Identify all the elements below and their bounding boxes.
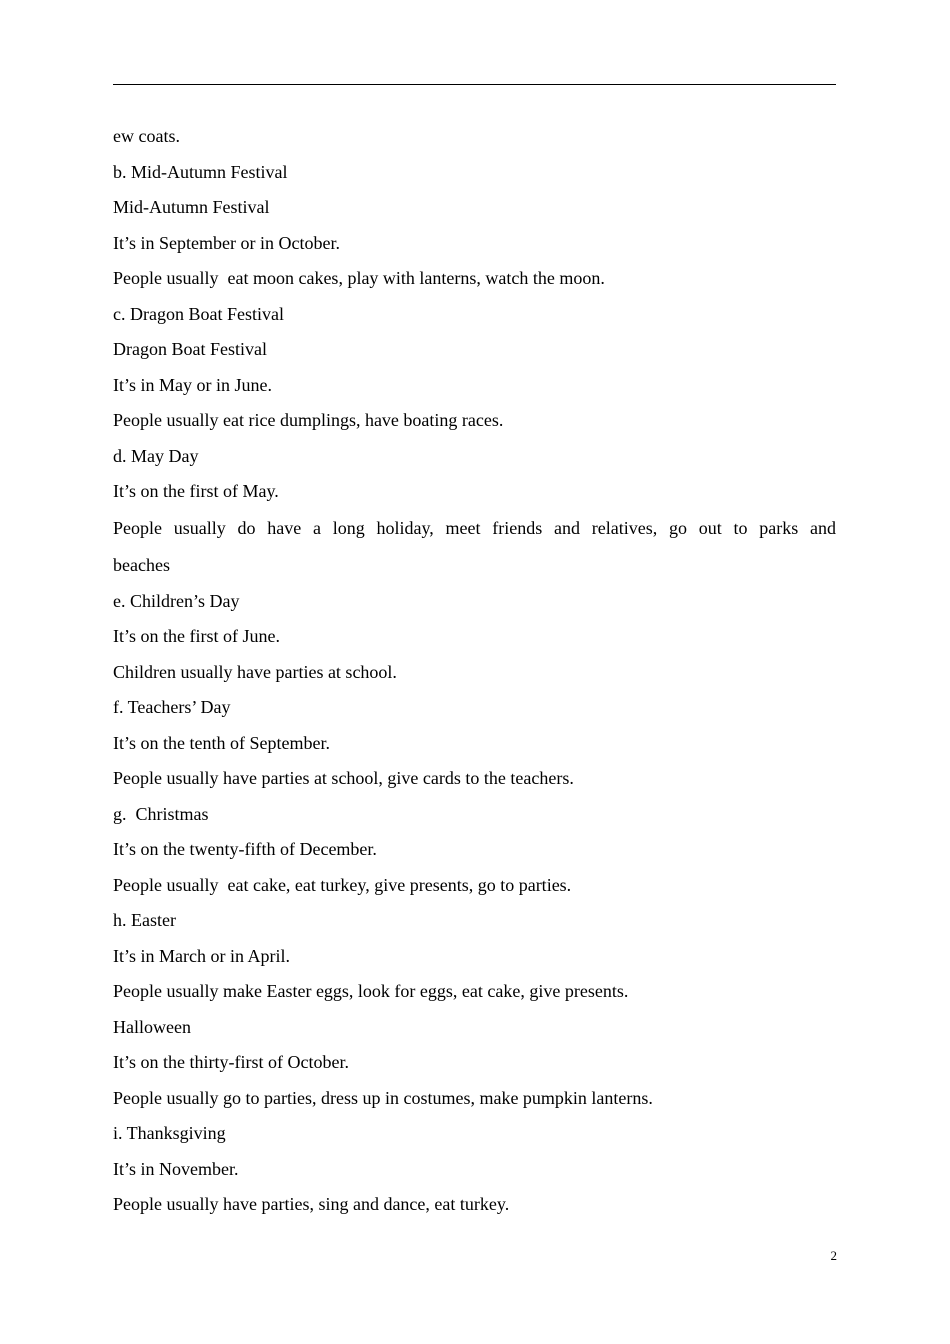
paragraph-may-day-line-2: beaches [113,554,170,575]
heading-teachers-day: f. Teachers’ Day [113,697,231,717]
text-line: People usually eat moon cakes, play with lanterns, watch the moon. [113,268,605,288]
text-line: It’s on the first of June. [113,626,280,646]
text-line: It’s in September or in October. [113,232,340,253]
text-line: It’s in March or in April. [113,945,290,966]
text-line: People usually have parties, sing and dance, eat turkey. [113,1194,510,1214]
text-line: People usually have parties at school, give cards to the teachers. [113,768,574,788]
heading-halloween: Halloween [113,1016,191,1037]
heading-childrens-day: e. Children’s Day [113,590,240,611]
heading-may-day: d. May Day [113,445,199,466]
heading-dragon-boat: c. Dragon Boat Festival [113,303,284,324]
text-line: It’s on the twenty-fifth of December. [113,839,377,859]
header-rule [113,84,836,85]
text-line: Dragon Boat Festival [113,339,267,359]
document-body [113,119,836,1223]
text-line: It’s on the tenth of September. [113,732,330,753]
page-number: 2 [830,1248,837,1263]
text-line: People usually go to parties, dress up in costumes, make pumpkin lanterns. [113,1087,653,1108]
text-line: It’s on the thirty-first of October. [113,1052,349,1072]
heading-mid-autumn: b. Mid-Autumn Festival [113,161,288,182]
heading-easter: h. Easter [113,910,176,930]
heading-thanksgiving: i. Thanksgiving [113,1123,226,1143]
text-line: Children usually have parties at school. [113,661,397,682]
heading-christmas: g. Christmas [113,803,209,824]
text-line: Mid-Autumn Festival [113,197,270,217]
paragraph-may-day-line-1: People usually do have a long holiday, meet friends and relatives, go out to parks and [113,517,836,538]
text-line: People usually make Easter eggs, look for eggs, eat cake, give presents. [113,981,629,1001]
text-line: People usually eat cake, eat turkey, give presents, go to parties. [113,874,572,895]
text-line: It’s in May or in June. [113,374,272,395]
text-line: ew coats. [113,126,180,146]
text-line: It’s in November. [113,1158,239,1179]
text-line: It’s on the first of May. [113,481,279,501]
text-line: People usually eat rice dumplings, have boating races. [113,410,504,430]
